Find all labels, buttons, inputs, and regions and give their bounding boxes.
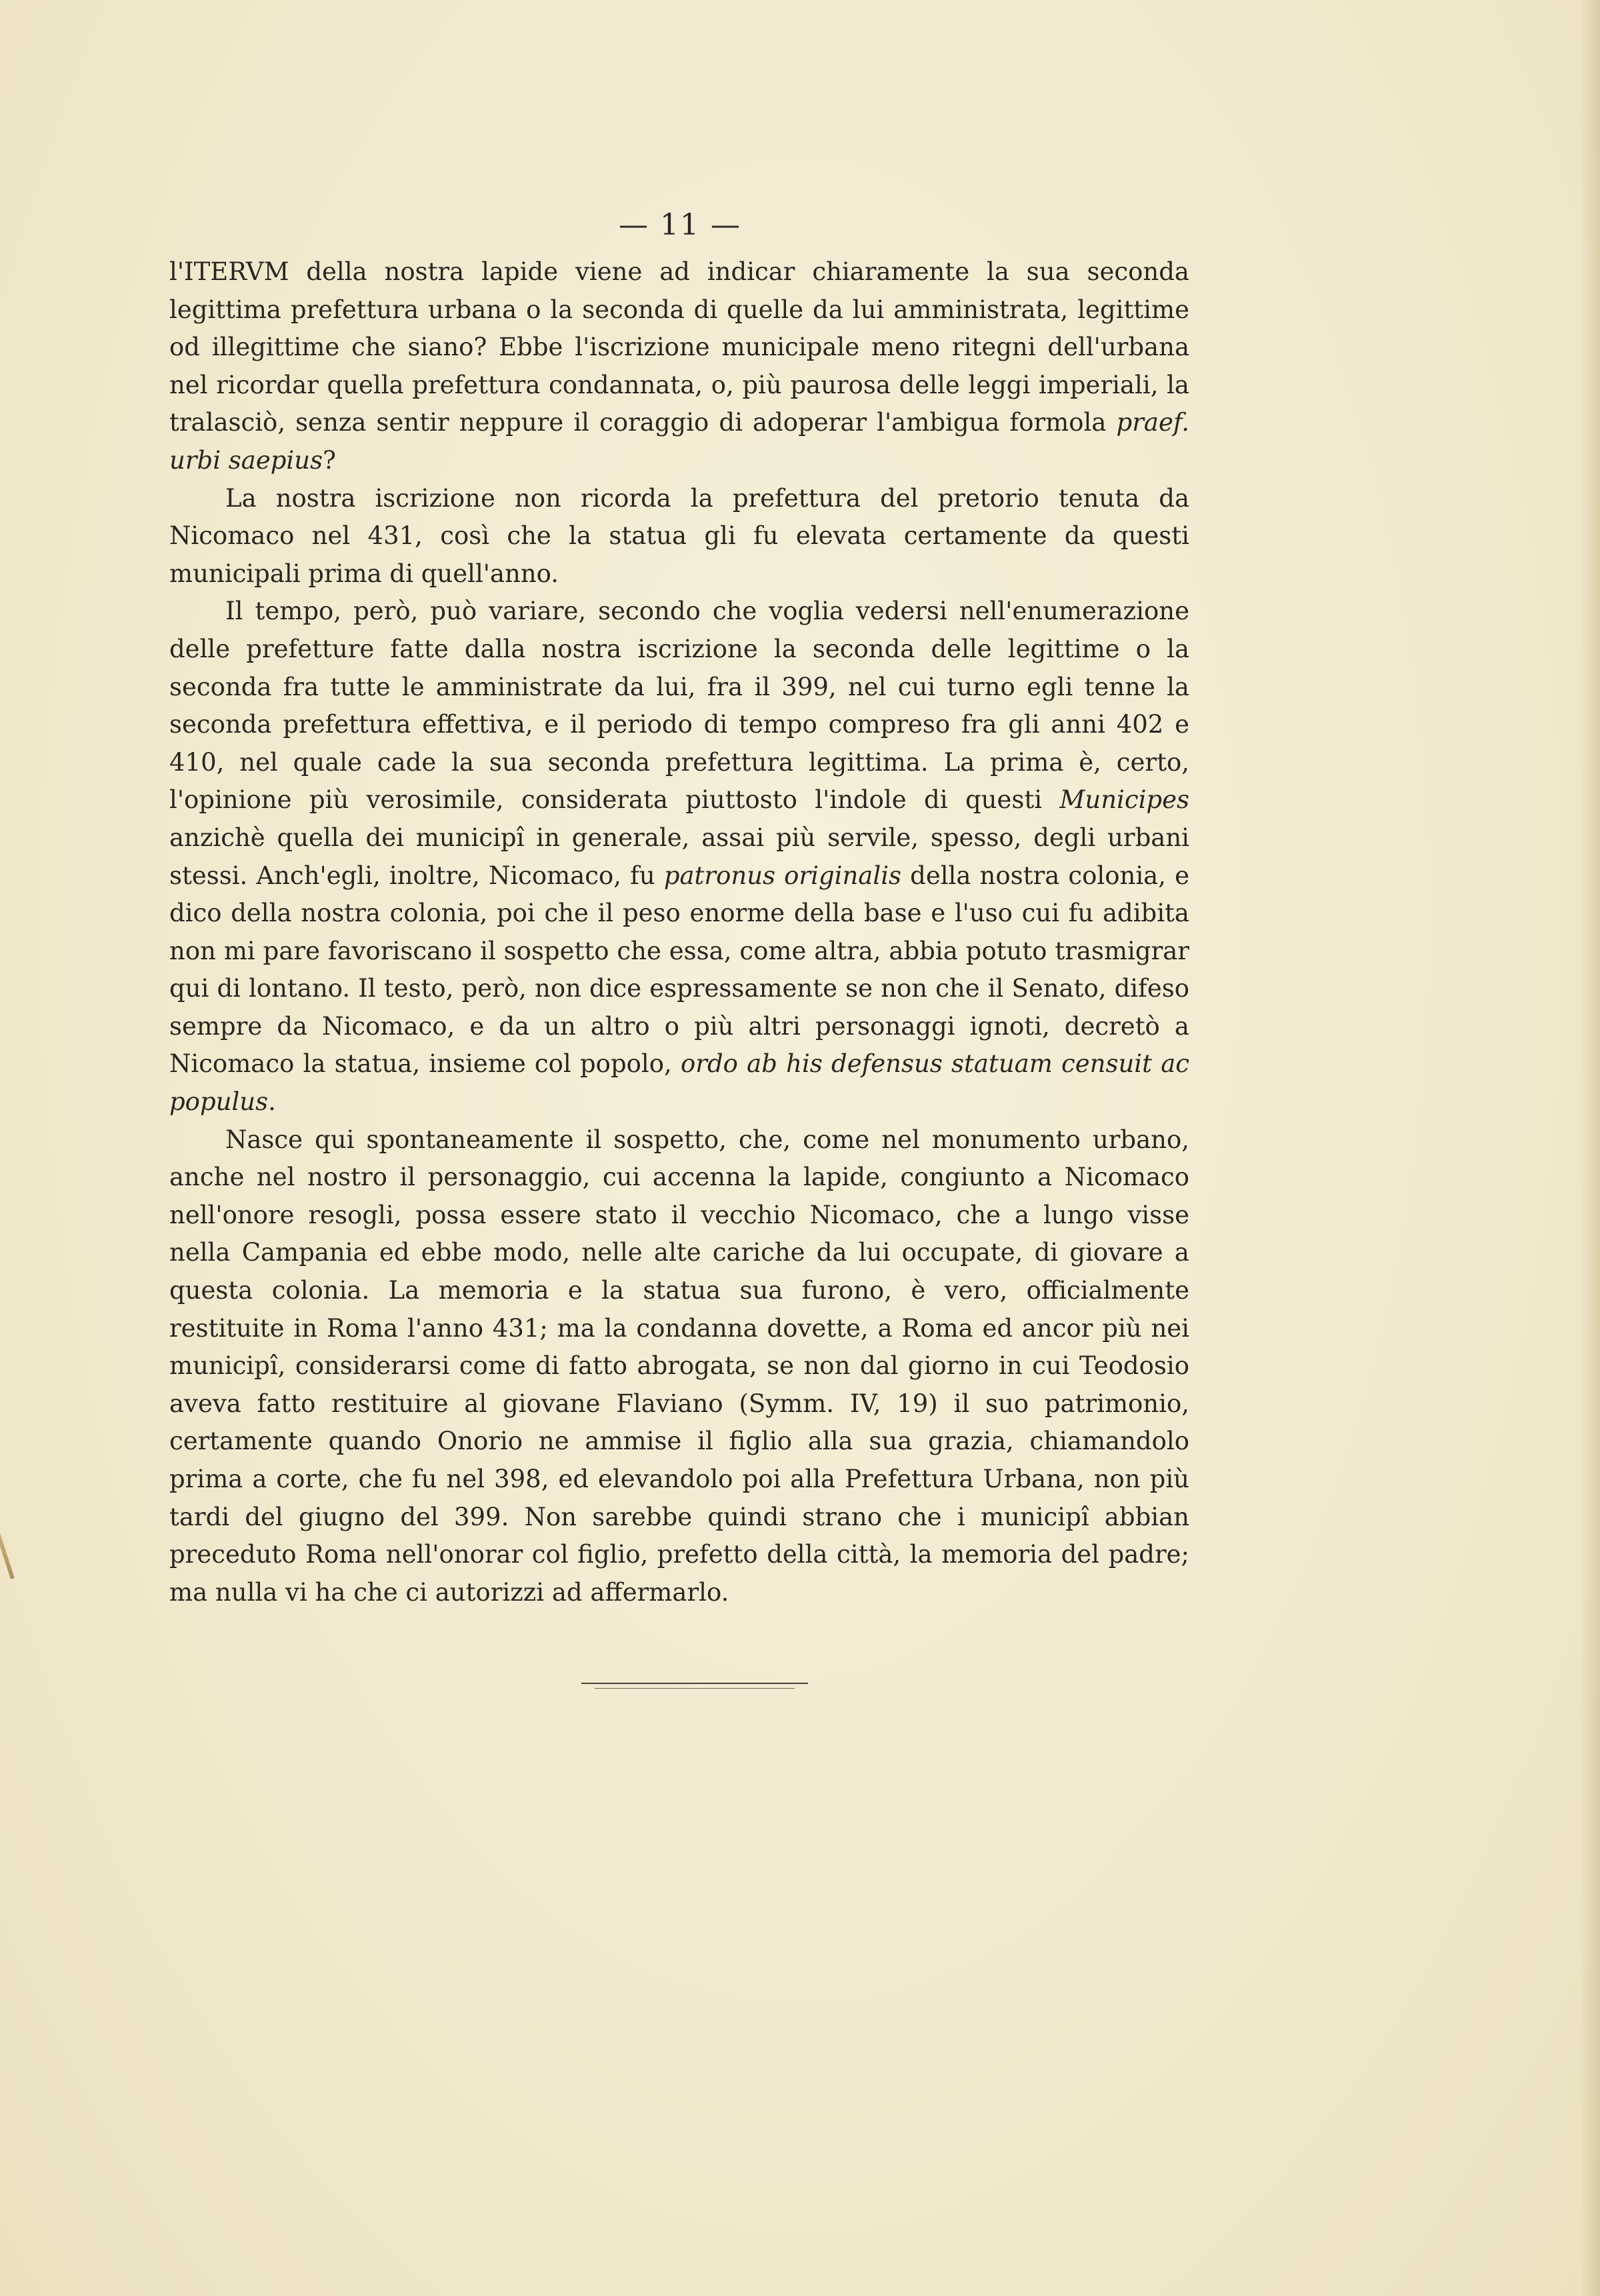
paragraph-2	[169, 480, 1189, 593]
paragraph-1-latin-phrase: praef. urbi saepius	[169, 408, 1189, 475]
body-text	[169, 253, 1189, 1611]
paragraph-4	[169, 1121, 1189, 1612]
paragraph-1	[169, 253, 1189, 480]
page-edge-mark	[0, 1521, 15, 1579]
paragraph-4-text: Nasce qui spontaneamente il sospetto, che, come nel monumento urbano, anche nel nostro il personaggio, cui accenna la lapide, congiunto a Nicomaco nell'onore resogli, possa essere stato il vecchio Nicomaco, che a lungo visse nella Campania ed ebbe modo, nelle alte cariche da lui occupate, di giovare a questa colonia. La memoria e la statua sua furono, è vero, officialmente restituite in Roma l'anno 431; ma la condanna dovette, a Roma ed ancor più nei municipî, considerarsi come di fatto abrogata, se non dal giorno in cui Teodosio aveva fatto restituire al giovane Flaviano (Symm. IV, 19) il suo patrimonio, certamente quando Onorio ne ammise il figlio alla sua grazia, chiamandolo prima a corte, che fu nel 398, ed elevandolo poi alla Prefettura Urbana, non più tardi del giugno del 399. Non sarebbe quindi strano che i municipî abbian preceduto Roma nell'onorar col figlio, prefetto della città, la memoria del padre; ma nulla vi ha che ci autorizzi ad affermarlo.	[169, 1125, 1189, 1607]
paragraph-1-text-b: ?	[323, 445, 336, 475]
paragraph-3-text-c: della nostra colonia, e dico della nostra colonia, poi che il peso enorme della base e l'uso cui fu adibita non mi pare favoriscano il sospetto che essa, come altra, abbia potuto trasmigrar qui di lontano. Il testo, però, non dice espressamente se non che il Senato, difeso sempre da Nicomaco, e da un altro o più altri personaggi ignoti, decretò a Nicomaco la statua, insieme col popolo,	[169, 861, 1189, 1079]
paragraph-2-text: La nostra iscrizione non ricorda la prefettura del pretorio tenuta da Nicomaco nel 431, così che la statua gli fu elevata certamente da questi municipali prima di quell'anno.	[169, 483, 1189, 588]
end-rule	[581, 1683, 808, 1684]
paragraph-1-text-a: l'ITERVM della nostra lapide viene ad indicar chiaramente la sua seconda legittima prefettura urbana o la seconda di quelle da lui amministrata, legittime od illegittime che siano? Ebbe l'iscrizione municipale meno ritegni dell'urbana nel ricordar quella prefettura condannata, o, più paurosa delle leggi imperiali, la tralasciò, senza sentir neppure il coraggio di adoperar l'ambigua formola	[169, 257, 1189, 437]
paragraph-3-text-a: Il tempo, però, può variare, secondo che voglia vedersi nell'enumerazione delle prefetture fatte dalla nostra iscrizione la seconda delle legittime o la seconda fra tutte le amministrate da lui, fra il 399, nel cui turno egli tenne la seconda prefettura effettiva, e il periodo di tempo compreso fra gli anni 402 e 410, nel quale cade la sua seconda prefettura legittima. La prima è, certo, l'opinione più verosimile, considerata piuttosto l'indole di questi	[169, 597, 1189, 815]
paragraph-3-text-b: anzichè quella dei municipî in generale, assai più servile, spesso, degli urbani stessi. Anch'egli, inoltre, Nicomaco, fu	[169, 823, 1189, 890]
paragraph-3	[169, 593, 1189, 1121]
paragraph-3-latin-ordo: ordo ab his defensus statuam censuit ac populus	[169, 1049, 1189, 1117]
end-rule-thin	[595, 1688, 795, 1689]
page-number: — 11 —	[619, 208, 741, 242]
paragraph-3-latin-municipes: Municipes	[1059, 785, 1189, 815]
paragraph-3-latin-patronus: patronus originalis	[663, 861, 902, 890]
paragraph-3-text-d: .	[268, 1087, 276, 1117]
page-edge-shadow	[1580, 0, 1600, 2296]
